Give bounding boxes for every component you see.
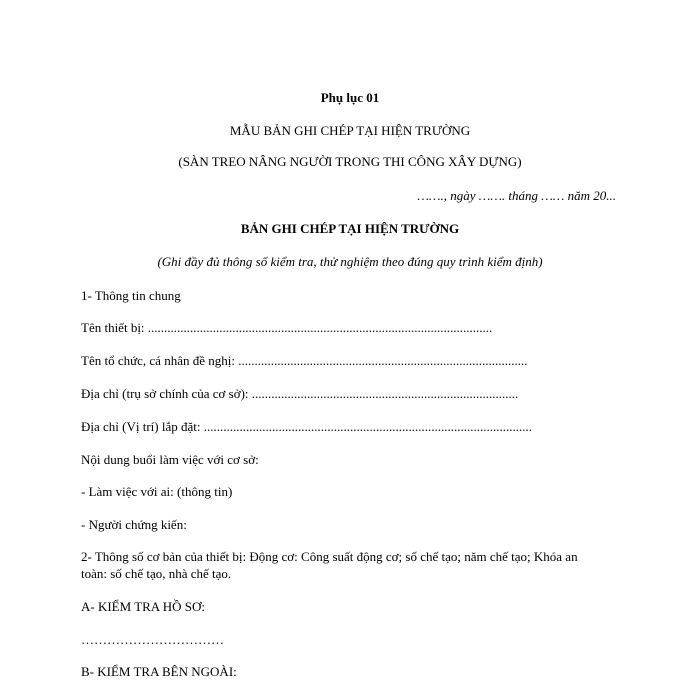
organization-field: Tên tổ chức, cá nhân đề nghị: ......................................................................................... — [81, 353, 528, 368]
device-name-field: Tên thiết bị: .......................................................................................................... — [81, 320, 493, 335]
document-check-blank: …………………………… — [81, 632, 224, 647]
address-field: Địa chỉ (trụ sở chính của cơ sở): .................................................................................. — [81, 386, 519, 401]
specs-line-1: 2- Thông số cơ bản của thiết bị: Động cơ: Công suất động cơ; số chế tạo; năm chế tạo; Khóa an — [81, 549, 578, 564]
install-location-field: Địa chỉ (Vị trí) lắp đặt: ..................................................................................................... — [81, 419, 532, 434]
meeting-content-label: Nội dung buổi làm việc với cơ sở: — [81, 452, 259, 467]
section-general-info-heading: 1- Thông tin chung — [81, 288, 181, 303]
appendix-label: Phụ lục 01 — [320, 90, 380, 105]
document-check-heading: A- KIỂM TRA HỒ SƠ: — [81, 599, 205, 614]
instruction-note: (Ghi đầy đủ thông số kiểm tra, thử nghiệm theo đúng quy trình kiểm định) — [157, 254, 543, 269]
worked-with-label: - Làm việc với ai: (thông tin) — [81, 484, 233, 499]
document-title: BẢN GHI CHÉP TẠI HIỆN TRƯỜNG — [240, 221, 460, 236]
specs-line-2: toàn: số chế tạo, nhà chế tạo. — [81, 566, 232, 581]
date-line: ……., ngày ……. tháng …… năm 20... — [417, 188, 616, 203]
form-title: MẪU BẢN GHI CHÉP TẠI HIỆN TRƯỜNG — [229, 123, 471, 138]
witness-label: - Người chứng kiến: — [81, 517, 187, 532]
form-subtitle: (SÀN TREO NÂNG NGƯỜI TRONG THI CÔNG XÂY DỰNG) — [178, 154, 522, 169]
external-check-heading: B- KIỂM TRA BÊN NGOÀI: — [81, 664, 237, 679]
